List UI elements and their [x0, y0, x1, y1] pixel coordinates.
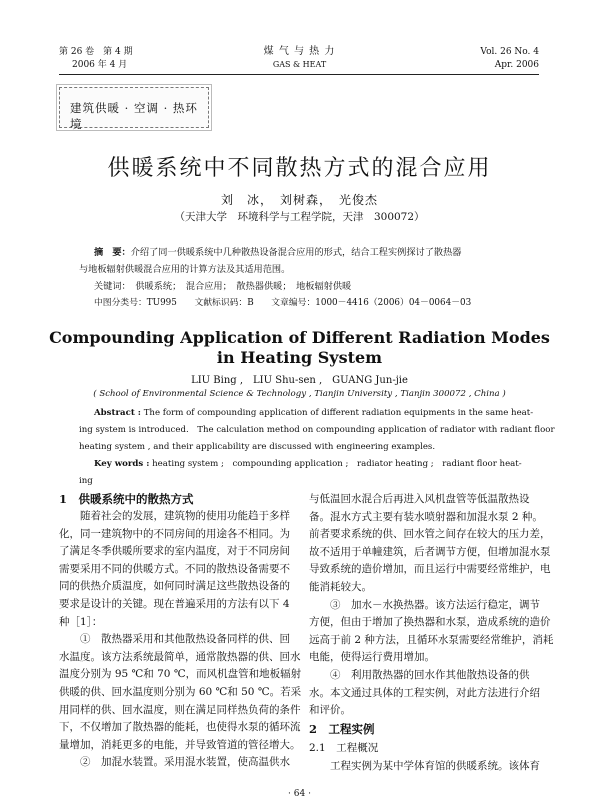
body-line: ③ 加水－水换热器。该方法运行稳定，调节 [309, 598, 540, 611]
body-line: ① 散热器采用和其他散热设备同样的供、回 [59, 633, 290, 646]
body-line: 故不适用于单幢建筑，后者调节方便，但增加混水泵 [309, 545, 551, 558]
keywords-en-label: Key words : [94, 459, 150, 469]
body-line: 供暖的供、回水温度则分别为 60 ℃和 50 ℃。若采 [59, 685, 302, 698]
abstract-en-text1: The form of compounding application of different radiation equipments in the same heat- [143, 408, 534, 418]
body-line: 种［1］： [59, 615, 103, 628]
keywords-en-tail: ing [79, 476, 93, 486]
body-line: ④ 利用散热器的回水作其他散热设备的供 [309, 668, 530, 681]
section-2-1-heading: 2.1 工程概况 [309, 742, 379, 754]
body-line: 需要采用不同的供暖方式。不同的散热设备需要不 [59, 562, 290, 575]
classification-line: 中图分类号：TU995 文献标识码：B 文章编号：1000－4416（2006）04－0064－03 [94, 298, 472, 308]
affiliation-cn: （天津大学 环境科学与工程学院，天津 300072） [174, 211, 425, 223]
body-line: 化，同一建筑物中的不同房间的用途各不相同。为 [59, 527, 290, 540]
column-badge [59, 87, 209, 131]
body-line: 量增加，消耗更多的电能，并导致管道的管径增大。 [59, 738, 301, 751]
right-body-last-line: 工程实例为某中学体育馆的供暖系统。该体育 [309, 760, 540, 772]
date-cn: 2006 年 4 月 [72, 60, 128, 70]
page-number: · 64 · [288, 789, 311, 799]
body-line: 水。本文通过具体的工程实例，对此方法进行介绍 [309, 686, 540, 699]
body-line: 与低温回水混合后再进入风机盘管等低温散热设 [309, 493, 530, 505]
keywords-en [94, 456, 522, 473]
body-line: 用同样的供、回水温度，则在满足同样热负荷的条件 [59, 703, 301, 716]
body-line: 导致系统的造价增加，而且运行中需要经常维护，电 [309, 563, 551, 576]
abstract-en-line2: ing system is introduced. The calculation method on compounding application of radiator with radiant floor [79, 425, 555, 435]
body-line: 备。混水方式主要有装水喷射器和加混水泵 2 种。 [309, 510, 543, 523]
right-body-column [309, 491, 554, 720]
section-2-heading: 2 工程实例 [309, 722, 375, 736]
journal-name-en: GAS & HEAT [272, 60, 327, 69]
body-line: 水温度。该方法系统最简单，通常散热器的供、回水 [59, 650, 301, 663]
title-en-line1: Compounding Application of Different Radiation Modes [49, 328, 550, 347]
journal-name-cn: 煤 气 与 热 力 [263, 46, 336, 57]
header-rule [59, 74, 539, 75]
body-line: 方便，但由于增加了换热器和水泵，造成系统的造价 [309, 616, 551, 629]
section-1-heading: 1 供暖系统中的散热方式 [59, 492, 194, 506]
keywords-cn: 关键词： 供暖系统； 混合应用； 散热器供暖； 地板辐射供暖 [94, 281, 352, 292]
column-badge-label: 建筑供暖 · 空调 · 热环境 [70, 101, 198, 131]
title-en-line2: in Heating System [216, 348, 383, 367]
body-line: 电能，使得运行费用增加。 [309, 651, 435, 664]
body-line: 温度分别为 95 ℃和 70 ℃，而风机盘管和地板辐射 [59, 668, 302, 681]
date-en: Apr. 2006 [494, 60, 539, 70]
title-cn: 供暖系统中不同散热方式的混合应用 [107, 156, 492, 181]
left-body-column [59, 508, 302, 772]
abstract-cn-line2: 与地板辐射供暖混合应用的计算方法及其适用范围。 [79, 264, 291, 275]
keywords-en-text: heating system ; compounding application ; radiator heating ; radiant floor heat- [152, 459, 522, 469]
abstract-cn-label: 摘 要： [94, 247, 131, 258]
body-line: 了满足冬季供暖所要求的室内温度，对于不同房间 [59, 545, 290, 558]
body-line: 前者要求系统的供、回水管之间存在较大的压力差， [309, 528, 551, 541]
body-line: 同的供热介质温度，如何同时满足这些散热设备的 [59, 580, 290, 593]
body-line: 随着社会的发展，建筑物的使用功能趋于多样 [59, 510, 290, 522]
authors-cn: 刘 冰， 刘树森， 光俊杰 [220, 193, 378, 207]
body-line: 和评价。 [309, 704, 351, 717]
body-line: 要求是设计的关键。现在普遍采用的方法有以下 4 [59, 597, 290, 610]
abstract-en-line1 [94, 405, 533, 422]
affiliation-en: ( School of Environmental Science & Technology , Tianjin University , Tianjin 300072 , China ) [93, 389, 506, 399]
volume-issue-en: Vol. 26 No. 4 [480, 47, 539, 57]
body-line: 能消耗较大。 [309, 580, 372, 593]
abstract-cn-text1: 介绍了同一供暖系统中几种散热设备混合应用的形式，结合工程实例探讨了散热器 [130, 247, 462, 258]
body-line: 远高于前 2 种方法，且循环水泵需要经常维护，消耗 [309, 633, 554, 646]
abstract-en-label: Abstract : [94, 408, 141, 418]
authors-en: LIU Bing , LIU Shu-sen , GUANG Jun-jie [191, 375, 408, 386]
body-line: ② 加混水装置。采用混水装置，使高温供水 [59, 756, 290, 769]
abstract-en-line3: heating system , and their applicability are discussed with engineering examples. [79, 442, 436, 452]
body-line: 下，不仅增加了散热器的能耗，也使得水泵的循环流 [59, 721, 301, 734]
abstract-cn-line1 [94, 244, 524, 261]
volume-issue-cn: 第 26 卷 第 4 期 [59, 47, 133, 57]
